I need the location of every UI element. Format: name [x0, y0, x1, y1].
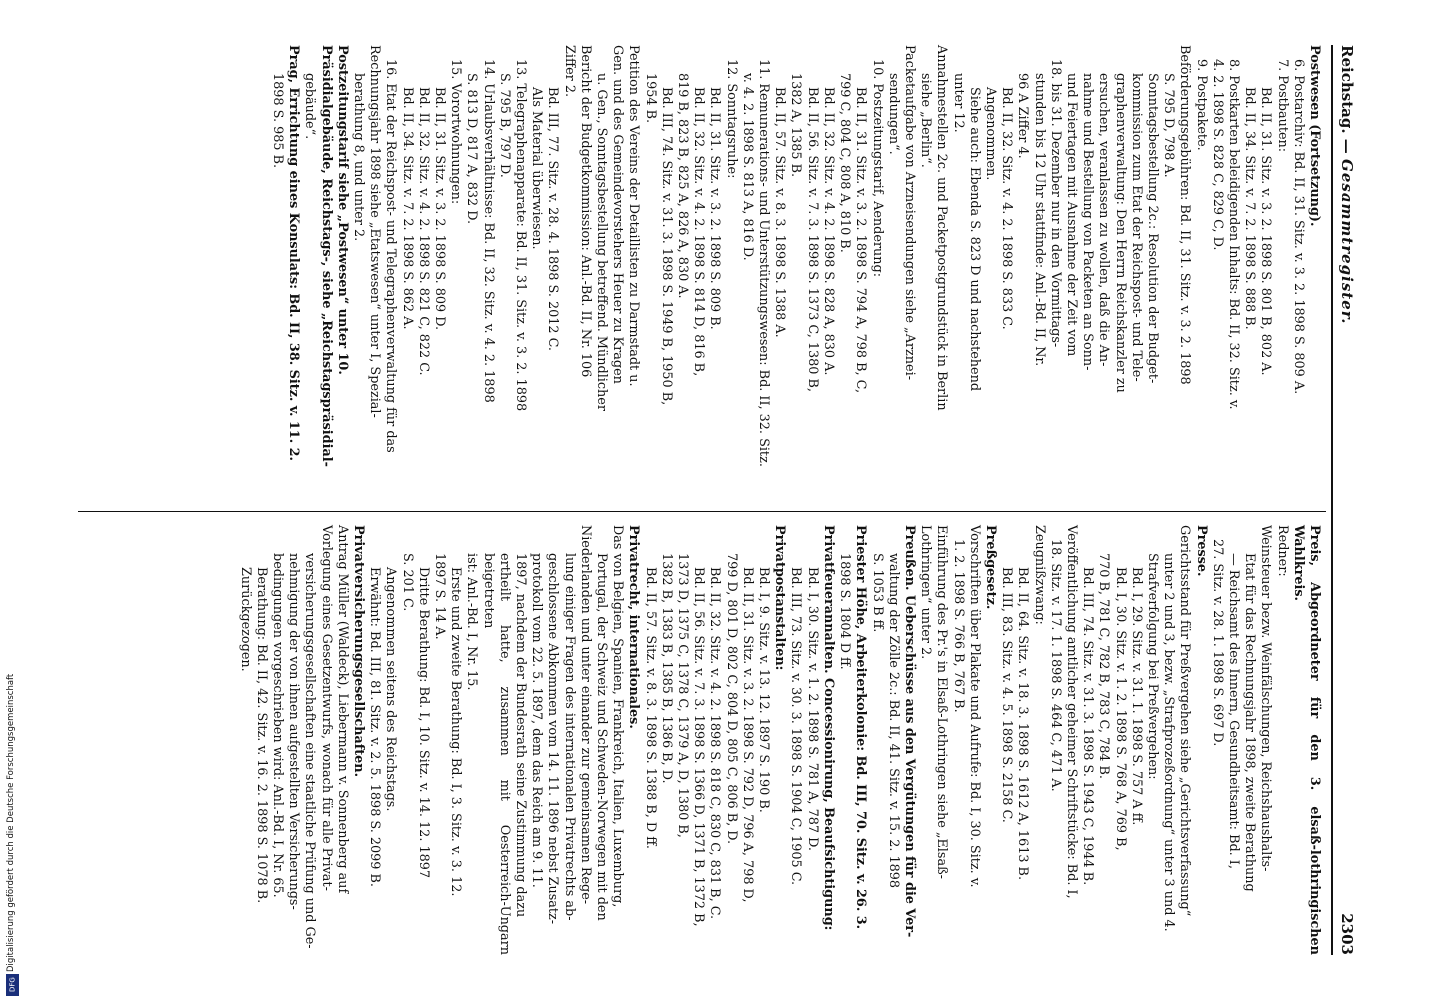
index-line: Redner: — [1274, 525, 1290, 577]
index-line: Bd. II, 56. Sitz. v. 7. 3. 1898 S. 1373 C, 1380 B, — [804, 87, 820, 392]
index-line: Packetaufgabe von Arzneisendungen siehe „Arznei- — [901, 45, 917, 381]
index-line: 819 B, 823 B, 825 A, 826 A, 830 A. — [675, 73, 691, 299]
index-line: Siehe auch: Ebenda S. 823 D und nachstehend — [966, 87, 982, 392]
index-line: unter 2 und 3, bezw. „Strafprozeßordnung“ unter 3 und 4. — [1161, 553, 1177, 932]
index-line: Erste und zweite Berathung: Bd. I, 3. Sitz. v. 3. 12. — [448, 567, 464, 897]
dfg-logo: DFG — [6, 974, 19, 996]
index-line: Bd. III, 77. Sitz. v. 28. 4. 1898 S. 2012 C. — [545, 87, 561, 351]
index-line: 6. Postarchiv: Bd. II, 31. Sitz. v. 3. 2. 1898 S. 809 A. — [1290, 59, 1306, 395]
index-line: stunden bis 12 Uhr stattfinde: Anl.-Bd. II, Nr. — [1031, 73, 1047, 367]
index-line: Annahmestellen 2c. und Packetpostgrundstück in Berlin — [934, 45, 950, 411]
index-line: Angenommen. — [982, 87, 998, 181]
index-line: Einführung des Pr.'s in Elsaß-Lothringen siehe „Elsaß- — [934, 525, 950, 879]
column-divider — [78, 511, 1326, 512]
index-line: Bd. II, 31. Sitz. v. 3. 2. 1898 S. 809 B. — [707, 87, 723, 330]
index-line: — Reichsamt des Innern, Gesundheitsamt: Bd. I, — [1225, 553, 1241, 869]
index-line: Angenommen seitens des Reichstags. — [383, 567, 399, 812]
index-line: Zeugnißzwang: — [1031, 525, 1047, 625]
index-line: Lothringen“ unter 2. — [918, 525, 934, 660]
index-line: 14. Urlaubsverhältnisse: Bd. II, 32. Sitz. v. 4. 2. 1898 — [480, 59, 496, 403]
index-line: Als Material überwiesen. — [529, 87, 545, 250]
index-line: Bd. II, 31. Sitz. v. 3. 2. 1898 S. 801 B, 802 A. — [1258, 87, 1274, 376]
index-line: ersuchen, veranlassen zu wollen, daß die An- — [1096, 73, 1112, 367]
index-line: Bd. II, 32. Sitz. v. 4. 2. 1898 S. 821 C, 822 C. — [415, 87, 431, 376]
index-line: Zurückgezogen. — [237, 567, 253, 672]
page-number: 2303 — [1338, 913, 1356, 955]
index-line: unter 12. — [950, 73, 966, 133]
index-line: Privatrecht, internationales. — [626, 525, 642, 729]
index-line: Sonntagsbestellung 2c.: Resolution der Budget- — [1144, 73, 1160, 384]
index-line: Privatpostanstalten: — [772, 525, 788, 671]
index-line: S. 201 C. — [399, 553, 415, 612]
index-line: 1. 2. 1898 S. 766 B, 767 B. — [950, 539, 966, 713]
right-column — [78, 525, 1322, 955]
index-line: Bd. I, 30. Sitz. v. 1. 2. 1898 S. 781 A, 787 D. — [804, 567, 820, 851]
index-line: berathung 8, und unter 2. — [351, 73, 367, 242]
credit-text: Digitalisierung gefördert durch die Deutsche Forschungsgemeinschaft — [6, 673, 16, 972]
index-line: 7. Postbauten: — [1274, 59, 1290, 153]
index-line: 18. Sitz. v. 17. 1. 1898 S. 464 C, 471 A. — [1047, 539, 1063, 792]
index-line: Presse. — [1193, 525, 1209, 577]
index-line: 1382 A, 1385 B. — [788, 73, 804, 178]
index-line: Preußen. Ueberschüsse aus den Vergütungen für die Ver- — [901, 525, 917, 938]
index-line: Priester Höhe, Arbeiterkolonie: Bd. III, 70. Sitz. v. 26. 3. — [853, 525, 869, 930]
index-line: 18. bis 31. Dezember nur in den Vormittags- — [1047, 59, 1063, 348]
index-line: Strafverfolgung bei Preßvergehen: — [1144, 553, 1160, 780]
index-line: gebäude“. — [302, 73, 318, 140]
index-line: Portugal, der Schweiz und Schweden-Norwegen mit den — [594, 553, 610, 921]
index-line: Berathung: Bd. II, 42. Sitz. v. 16. 2. 1898 S. 1078 B. — [253, 567, 269, 904]
index-line: Bd. II, 32. Sitz. v. 4. 2. 1898 S. 814 D, 816 B, — [691, 87, 707, 377]
index-line: Gen. und des Gemeindevorstehers Heuer zu Kragen — [610, 45, 626, 384]
index-line: Bd. II, 57. Sitz. v. 8. 3. 1898 S. 1388 B, D ff. — [642, 567, 658, 849]
index-line: Bd. III, 73. Sitz. v. 30. 3. 1898 S. 1904 C, 1905 C. — [788, 567, 804, 886]
index-line: Etat für das Rechnungsjahr 1898, zweite Berathung — [1242, 553, 1258, 892]
index-line: Präsidialgebäude, Reichstags-, siehe „Reichstagspräsidial- — [318, 45, 334, 467]
index-line: Bd. II, 64. Sitz. v. 18. 3. 1898 S. 1612 A, 1613 B. — [1015, 567, 1031, 881]
header-left-text: Reichstag. — [1338, 45, 1356, 134]
index-line: Ziffer 2. — [561, 45, 577, 98]
index-line: Beförderungsgebühren: Bd. II, 31. Sitz. v. 3. 2. 1898 — [1177, 45, 1193, 385]
index-line: 1898 S. 985 B. — [270, 73, 285, 169]
index-line: Bd. II, 56. Sitz. v. 7. 3. 1898 S. 1366 D, 1371 B, 1372 B, — [691, 567, 707, 927]
index-line: S. 813 D, 817 A, 832 D. — [464, 73, 480, 225]
index-line: versicherungsgesellschaften eine staatliche Prüfung und Ge- — [302, 553, 318, 949]
index-line: 8. Postkarten beleidigenden Inhalts: Bd. II, 32. Sitz. v. — [1225, 59, 1241, 410]
index-line: Postzeitungstarif siehe „Postwesen“ unter 10. — [334, 45, 350, 375]
index-line: siehe „Berlin“. — [918, 73, 934, 168]
rotated-page — [70, 35, 1360, 965]
index-line: ertheilt hatte, zusammen mit Oesterreich-Ungarn beigetreten — [480, 553, 512, 955]
header-left — [1338, 45, 1356, 325]
index-line: Dritte Berathung: Bd. I, 10. Sitz. v. 14. 12. 1897 — [415, 567, 431, 879]
index-line: 1898 S. 1804 D ff. — [837, 553, 853, 670]
index-line: Privatversicherungsgesellschaften. — [351, 525, 367, 778]
index-line: Erwähnt: Bd. III, 81. Sitz. v. 2. 5. 1898 S. 2099 B. — [367, 567, 383, 887]
index-line: 13. Telegraphenapparate: Bd. II, 31. Sitz. v. 3. 2. 1898 — [513, 59, 529, 412]
index-line: Bd. III, 83. Sitz. v. 4. 5. 1898 S. 2158 C. — [999, 567, 1015, 823]
index-line: 96 A Ziffer 4. — [1015, 73, 1031, 159]
index-line: Weinsteuer bezw. Weinfälschungen, Reichshaushalts- — [1258, 525, 1274, 872]
index-line: u. Gen., Sonntagsbestellung betreffend. Mündlicher — [594, 73, 610, 411]
index-line: Bd. III, 74. Sitz. v. 31. 3. 1898 S. 1949 B, 1950 B, — [658, 87, 674, 406]
index-line: Bd. II, 34. Sitz. v. 7. 2. 1898 S. 888 B. — [1242, 87, 1258, 330]
index-line: Bd. II, 32. Sitz. v. 4. 2. 1898 S. 828 A, 830 A. — [820, 87, 836, 376]
index-line: 1954 B. — [642, 73, 658, 124]
index-line: graphenverwaltung: Den Herrn Reichskanzler zu — [1112, 73, 1128, 393]
index-line: S. 1053 B ff. — [869, 553, 885, 633]
index-line: 799 D, 801 D, 802 C, 804 D, 805 C, 806 B, D. — [723, 553, 739, 845]
index-line: Bd. I, 9. Sitz. v. 13. 12. 1897 S. 190 B. — [756, 567, 772, 813]
index-line: 4. 2. 1898 S. 828 C, 829 C, D. — [1209, 59, 1225, 251]
index-line: 10. Postzeitungstarif, Aenderung: — [869, 59, 885, 278]
page-header — [1334, 45, 1356, 955]
index-line: Niederlanden und unter einander zur gemeinsamen Rege- — [577, 525, 593, 905]
index-line: 11. Remunerations- und Unterstützungswesen: Bd. II, 32. Sitz. — [756, 59, 772, 467]
index-line: Bericht der Budgetkommission: Anl.-Bd. II, Nr. 106 — [577, 45, 593, 378]
index-line: geschlossene Abkommen vom 14. 11. 1896 nebst Zusatz- — [545, 553, 561, 925]
index-line: 16. Etat der Reichspost- und Telegraphenverwaltung für das — [383, 59, 399, 453]
index-line: 27. Sitz. v. 28. 1. 1898 S. 697 D. — [1209, 539, 1225, 747]
header-dash: — — [1338, 138, 1356, 154]
index-line: 1897, nachdem der Bundesrath seine Zustimmung dazu — [513, 553, 529, 918]
index-line: protokoll vom 22. 5. 1897, dem das Reich am 9. 11. — [529, 553, 545, 888]
index-line: sendungen“. — [885, 73, 901, 155]
index-line: 770 B, 781 C, 782 B, 783 C, 784 B. — [1096, 553, 1112, 779]
index-line: lung einiger Fragen des internationalen Privatrechts ab- — [561, 553, 577, 921]
index-line: 9. Postpakete. — [1193, 59, 1209, 151]
left-column — [78, 45, 1322, 500]
index-line: Bd. I, 30. Sitz. v. 1. 2. 1898 S. 768 A, 769 B, — [1112, 567, 1128, 851]
index-line: v. 4. 2. 1898 S. 813 A, 816 D. — [739, 73, 755, 261]
index-line: nehmigung der von ihnen aufgestellten Versicherungs- — [286, 553, 302, 910]
index-line: Bd. II, 32. Sitz. v. 4. 2. 1898 S. 818 C, 830 C, 831 B, C. — [707, 567, 723, 920]
index-line: 1373 D, 1375 C, 1378 C, 1379 A, D, 1380 B, — [675, 553, 691, 838]
index-line: 12. Sonntagsruhe: — [723, 59, 739, 179]
index-line: Bd. III, 74. Sitz. v. 31. 3. 1898 S. 1943 C, 1944 B. — [1080, 567, 1096, 886]
index-line: und Feiertagen mit Ausnahme der Zeit vom — [1063, 73, 1079, 357]
index-line: kommission zum Etat der Reichspost- und Tele- — [1128, 73, 1144, 382]
index-line: nahme und Bestellung von Packeten an Sonn- — [1080, 73, 1096, 371]
index-line: Gerichtsstand für Preßvergehen siehe „Gerichtsverfassung“ — [1177, 525, 1193, 917]
index-line: ist: Anl.-Bd. I, Nr. 15. — [464, 553, 480, 691]
index-line: waltung der Zölle 2c.: Bd. II, 41. Sitz. v. 15. 2. 1898 — [885, 553, 901, 889]
index-line: Vorlegung eines Gesetzentwurfs, wonach für alle Privat- — [318, 525, 334, 891]
index-line: Bd. II, 31. Sitz. v. 3. 2. 1898 S. 792 D, 796 A, 798 D, — [739, 567, 755, 903]
index-line: Bd. II, 31. Sitz. v. 3. 2. 1898 S. 809 D. — [432, 87, 448, 331]
index-line: 1382 B, 1383 B, 1385 B, 1386 B, D. — [658, 553, 674, 784]
header-rule — [1331, 45, 1333, 955]
index-line: Veröffentlichung amtlicher geheimer Schriftstücke: Bd. I, — [1063, 525, 1079, 899]
index-line: 15. Vorortwohnungen: — [448, 59, 464, 205]
index-line: S. 795 B, 797 D. — [496, 73, 512, 178]
index-line: Bd. II, 32. Sitz. v. 4. 2. 1898 S. 833 C. — [999, 87, 1015, 330]
index-line: Postwesen (Fortsetzung). — [1307, 45, 1322, 227]
index-line: Bd. II, 57. Sitz. v. 8. 3. 1898 S. 1388 A. — [772, 87, 788, 338]
header-title: Gesammtregister. — [1338, 159, 1356, 325]
index-line: Bd. I, 29. Sitz. v. 31. 1. 1898 S. 757 A ff. — [1128, 567, 1144, 826]
index-line: Vorschriften über Plakate und Aufrufe: Bd. I, 30. Sitz. v. — [966, 525, 982, 888]
index-line: Rechnungsjahr 1898 siehe „Etatswesen“ unter I, Spezial- — [367, 45, 383, 418]
index-line: Bd. II, 34. Sitz. v. 7. 2. 1898 S. 862 A. — [399, 87, 415, 330]
index-line: 799 C, 804 C, 808 A, 810 B. — [837, 73, 853, 253]
index-line: Preis, Abgeordneter für den 3. elsaß-lothringischen Wahlkreis. — [1290, 525, 1322, 955]
index-line: Bd. II, 31. Sitz. v. 3. 2. 1898 S. 794 A, 798 B, C, — [853, 87, 869, 394]
sidebar-credit — [6, 0, 20, 1000]
index-line: bedingungen vorgeschrieben wird: Anl.-Bd. I, Nr. 65. — [270, 553, 285, 898]
index-line: Prag, Errichtung eines Konsulats: Bd. II, 38. Sitz. v. 11. 2. — [286, 45, 302, 461]
index-line: 1897 S. 14 A. — [432, 553, 448, 640]
index-line: Petition des Vereins der Detaillisten zu Darmstadt u. — [626, 45, 642, 387]
index-line: Antrag Müller (Waldeck), Liebermann v. Sonnenberg auf — [334, 525, 350, 894]
index-line: S. 795 D, 798 A. — [1161, 73, 1177, 178]
index-line: Privatfeuerannalten. Concessionirung, Beaufsichtigung: — [820, 525, 836, 931]
index-line: Das von Belgien, Spanien, Frankreich, Italien, Luxemburg, — [610, 525, 626, 908]
index-line: Preßgesetz. — [982, 525, 998, 610]
